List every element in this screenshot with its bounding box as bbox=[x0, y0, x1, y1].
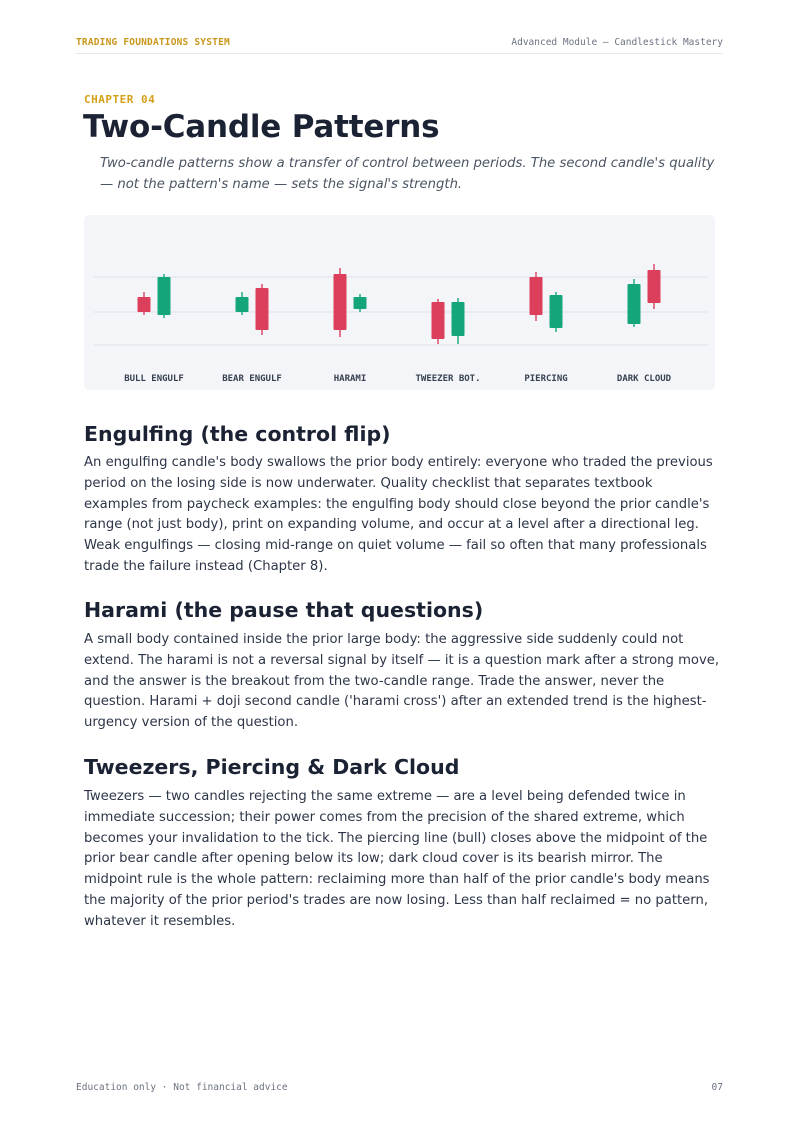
section-heading-engulfing: Engulfing (the control flip) bbox=[84, 422, 391, 446]
bull-candle-body bbox=[354, 297, 367, 309]
bull-candle-body bbox=[550, 295, 563, 328]
pattern-group bbox=[415, 298, 480, 384]
pattern-group bbox=[334, 268, 367, 384]
pattern-label: BEAR ENGULF bbox=[222, 374, 282, 384]
section-heading-harami: Harami (the pause that questions) bbox=[84, 598, 484, 622]
bear-candle-body bbox=[530, 277, 543, 315]
pattern-label: DARK CLOUD bbox=[616, 374, 672, 384]
section-body-tweezers: Tweezers — two candles rejecting the same extreme — are a level being defended twice in immediate succession; their power comes from the precision of the shared extreme, which becomes your invalidation to the tick. The piercing line (bull) closes above the midpoint of the prior bear candle after opening below its low; dark cloud cover is its bearish mirror. The midpoint rule is the whole pattern: reclaiming more than half of the prior candle's body means the majority of the prior period's trades are now losing. Less than half reclaimed = no pattern, whatever it resembles. bbox=[84, 789, 710, 929]
bear-candle-body bbox=[432, 302, 445, 339]
page-number: 07 bbox=[711, 1082, 723, 1093]
pattern-label: BULL ENGULF bbox=[124, 374, 184, 384]
pattern-group bbox=[524, 272, 567, 384]
chapter-label: CHAPTER 04 bbox=[84, 93, 156, 106]
pattern-group bbox=[617, 264, 672, 384]
running-header bbox=[76, 36, 723, 54]
disclaimer: Education only · Not financial advice bbox=[76, 1082, 288, 1093]
bear-candle-body bbox=[256, 288, 269, 330]
pattern-label: PIERCING bbox=[524, 374, 568, 384]
bull-candle-body bbox=[452, 302, 465, 336]
section-body-harami: A small body contained inside the prior large body: the aggressive side suddenly could not extend. The harami is not a reversal signal by itself — it is a question mark after a strong move, and the answer is the breakout from the two-candle range. Trade the answer, never the question. Harami + doji second candle ('harami cross') after an extended trend is the highest-urgency version of the question. bbox=[84, 632, 720, 731]
bull-candle-body bbox=[236, 297, 249, 312]
chapter-lede: Two-candle patterns show a transfer of control between periods. The second candle's quality — not the pattern's name — sets the signal's strength. bbox=[100, 156, 715, 192]
section-heading-tweezers: Tweezers, Piercing & Dark Cloud bbox=[84, 755, 460, 779]
candlestick-patterns-figure bbox=[84, 215, 715, 390]
pattern-label: HARAMI bbox=[333, 374, 367, 384]
pattern-label: TWEEZER BOT. bbox=[415, 374, 481, 384]
module-name: Advanced Module — Candlestick Mastery bbox=[511, 37, 723, 48]
bear-candle-body bbox=[334, 274, 347, 330]
bull-candle-body bbox=[158, 277, 171, 315]
pattern-group bbox=[222, 284, 282, 384]
system-name: TRADING FOUNDATIONS SYSTEM bbox=[76, 37, 230, 48]
bear-candle-body bbox=[138, 297, 151, 312]
bull-candle-body bbox=[628, 284, 641, 324]
bear-candle-body bbox=[648, 270, 661, 303]
candlestick-patterns-svg bbox=[84, 215, 715, 390]
pattern-group bbox=[124, 274, 184, 384]
section-body-engulfing: An engulfing candle's body swallows the prior body entirely: everyone who traded the previous period on the losing side is now underwater. Quality checklist that separates textbook examples from paycheck examples: the engulfing body should close beyond the prior candle's range (not just body), print on expanding volume, and occur at a level after a directional leg. Weak engulfings — closing mid-range on quiet volume — fail so often that many professionals trade the failure instead (Chapter 8). bbox=[84, 455, 713, 574]
page-title: Two-Candle Patterns bbox=[83, 109, 440, 145]
